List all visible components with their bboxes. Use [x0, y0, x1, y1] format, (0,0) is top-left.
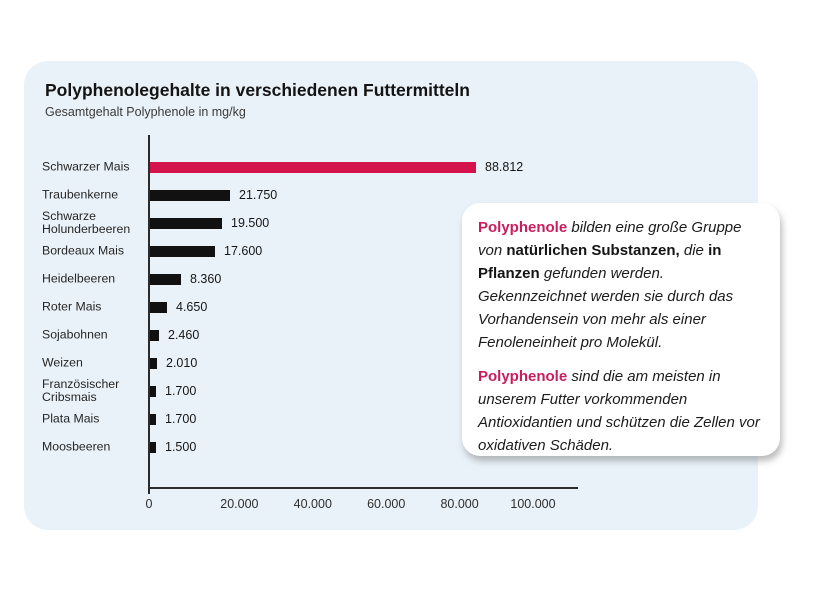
bar-value-label: 88.812 [485, 160, 524, 174]
category-label [42, 357, 146, 370]
chart-subtitle: Gesamtgehalt Polyphenole in mg/kg [45, 105, 246, 119]
category-label [42, 413, 146, 426]
category-label [42, 301, 146, 314]
infobox-paragraph [478, 365, 764, 457]
category-label-line: Traubenkerne [42, 187, 119, 202]
keyword-accent: Polyphenole [478, 368, 568, 385]
infobox-text-segment: natürlichen Substanzen, [506, 242, 680, 259]
category-label-line: Bordeaux Mais [42, 243, 125, 258]
bar-segment [150, 162, 476, 173]
bar-segment [150, 274, 181, 285]
bar-segment [150, 442, 156, 453]
infobox-text-segment: in Pflanzen [478, 242, 722, 282]
infobox-text-segment: die [679, 242, 709, 259]
bar-segment [150, 386, 156, 397]
bar-value-label: 17.600 [224, 244, 263, 258]
bar-segment [150, 190, 230, 201]
category-label [42, 210, 146, 236]
x-axis-tick-label: 40.000 [293, 497, 332, 511]
category-label-line: Schwarzer Mais [42, 159, 130, 174]
category-label-line: Roter Mais [42, 299, 102, 314]
x-axis-tick-label: 100.000 [510, 497, 556, 511]
bar-value-label: 21.750 [239, 188, 278, 202]
category-label-line: Plata Mais [42, 411, 100, 426]
category-label [42, 161, 146, 174]
bar-value-label: 2.460 [168, 328, 200, 342]
bar-value-label: 8.360 [190, 272, 222, 286]
category-label-line: Schwarze [42, 209, 96, 223]
bar-segment [150, 330, 159, 341]
category-label-line: Sojabohnen [42, 327, 108, 342]
category-label [42, 273, 146, 286]
infobox-text-segment: gefunden werden. Gekennzeichnet werden sie durch das Vorhandensein von mehr als einer Fenoleneinheit pro Molekül. [478, 265, 734, 351]
x-axis-tick-label: 60.000 [367, 497, 406, 511]
category-label-line: Moosbeeren [42, 439, 111, 454]
infobox-paragraph [478, 216, 764, 354]
category-label [42, 189, 146, 202]
x-axis-line [148, 487, 578, 489]
bar-value-label: 1.700 [165, 412, 197, 426]
bar-segment [150, 218, 222, 229]
bar-segment [150, 302, 167, 313]
category-label [42, 378, 146, 404]
bar-segment [150, 358, 157, 369]
bar-value-label: 1.500 [165, 440, 197, 454]
category-label-line: Weizen [42, 355, 83, 370]
bar-value-label: 4.650 [176, 300, 208, 314]
category-label-line: Cribsmais [42, 390, 97, 404]
category-label-line: Holunderbeeren [42, 222, 131, 236]
bar-value-label: 19.500 [231, 216, 270, 230]
bar-value-label: 2.010 [166, 356, 198, 370]
infobox-text-segment: bilden eine große Gruppe von [478, 219, 742, 259]
category-label [42, 329, 146, 342]
bar-segment [150, 414, 156, 425]
bar-value-label: 1.700 [165, 384, 197, 398]
keyword-accent: Polyphenole [478, 219, 568, 236]
x-axis-tick-label: 20.000 [220, 497, 259, 511]
category-label-line: Heidelbeeren [42, 271, 116, 286]
x-axis-tick-label: 80.000 [440, 497, 479, 511]
infobox-text-segment: sind die am meisten in unserem Futter vorkommenden Antioxidantien und schützen die Zellen vor oxidativen Schäden. [478, 368, 760, 454]
category-label [42, 441, 146, 454]
category-label-line: Französischer [42, 377, 120, 391]
x-axis-tick-label: 0 [145, 497, 153, 511]
bar-segment [150, 246, 215, 257]
category-label [42, 245, 146, 258]
info-card [462, 203, 780, 456]
chart-title: Polyphenolegehalte in verschiedenen Futtermitteln [45, 80, 470, 100]
